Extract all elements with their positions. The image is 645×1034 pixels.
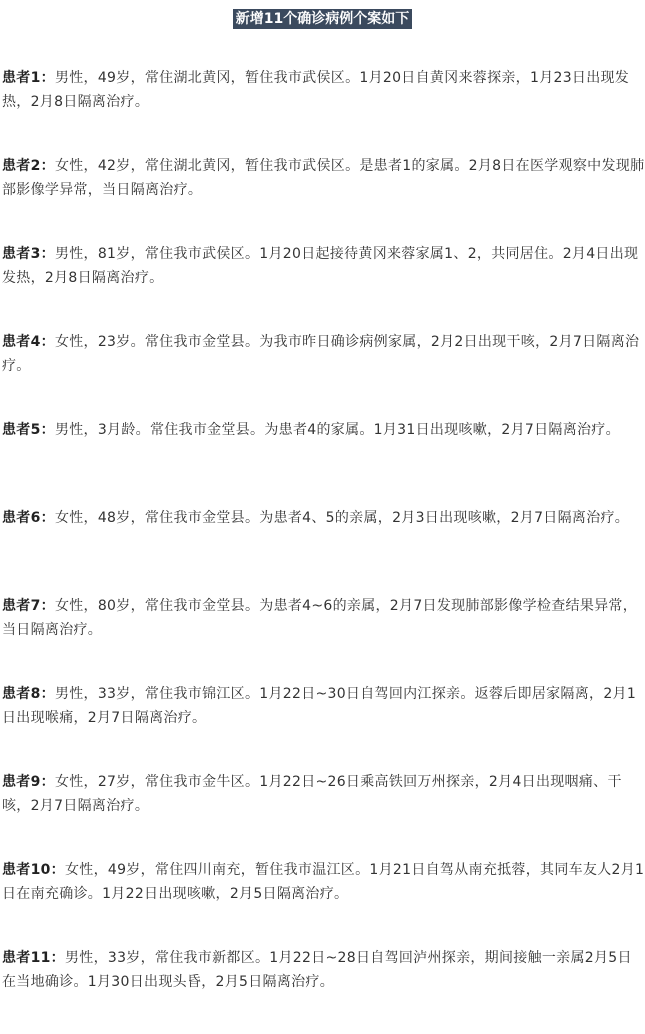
case-label: 患者9： — [2, 774, 55, 790]
case-label: 患者4： — [2, 334, 55, 350]
case-label: 患者11： — [2, 950, 65, 966]
case-label: 患者7： — [2, 598, 55, 614]
case-text: 女性，80岁，常住我市金堂县。为患者4~6的亲属，2月7日发现肺部影像学检查结果异常，当日隔离治疗。 — [2, 598, 638, 638]
case-label: 患者2： — [2, 158, 55, 174]
header — [0, 8, 645, 29]
case-item-2 — [0, 154, 645, 202]
case-label: 患者5： — [2, 422, 55, 438]
case-label: 患者6： — [2, 510, 55, 526]
page-title: 新增11个确诊病例个案如下 — [233, 9, 412, 29]
case-text: 女性，23岁。常住我市金堂县。为我市昨日确诊病例家属，2月2日出现干咳，2月7日隔离治疗。 — [2, 334, 640, 374]
case-text: 女性，27岁，常住我市金牛区。1月22日~26日乘高铁回万州探亲，2月4日出现咽痛、干咳，2月7日隔离治疗。 — [2, 774, 622, 814]
case-text: 男性，33岁，常住我市新都区。1月22日~28日自驾回泸州探亲，期间接触一亲属2月5日在当地确诊。1月30日出现头昏，2月5日隔离治疗。 — [2, 950, 632, 990]
case-label: 患者1： — [2, 70, 55, 86]
case-label: 患者3： — [2, 246, 55, 262]
case-item-3 — [0, 242, 645, 290]
case-text: 男性，3月龄。常住我市金堂县。为患者4的家属。1月31日出现咳嗽，2月7日隔离治疗。 — [54, 422, 620, 438]
case-list — [0, 66, 645, 1034]
case-text: 女性，42岁，常住湖北黄冈，暂住我市武侯区。是患者1的家属。2月8日在医学观察中发现肺部影像学异常，当日隔离治疗。 — [2, 158, 645, 198]
case-item-8 — [0, 682, 645, 730]
case-item-10 — [0, 858, 645, 906]
case-item-6 — [0, 506, 645, 554]
case-text: 男性，81岁，常住我市武侯区。1月20日起接待黄冈来蓉家属1、2，共同居住。2月4日出现发热，2月8日隔离治疗。 — [2, 246, 639, 286]
case-label: 患者10： — [2, 862, 65, 878]
case-item-11 — [0, 946, 645, 994]
case-text: 男性，33岁，常住我市锦江区。1月22日~30日自驾回内江探亲。返蓉后即居家隔离，2月1日出现喉痛，2月7日隔离治疗。 — [2, 686, 637, 726]
case-item-4 — [0, 330, 645, 378]
case-item-1 — [0, 66, 645, 114]
case-item-7 — [0, 594, 645, 642]
case-item-9 — [0, 770, 645, 818]
case-text: 女性，49岁，常住四川南充，暂住我市温江区。1月21日自驾从南充抵蓉，其同车友人2月1日在南充确诊。1月22日出现咳嗽，2月5日隔离治疗。 — [2, 862, 645, 902]
case-label: 患者8： — [2, 686, 55, 702]
case-item-5 — [0, 418, 645, 466]
case-text: 男性，49岁，常住湖北黄冈，暂住我市武侯区。1月20日自黄冈来蓉探亲，1月23日出现发热，2月8日隔离治疗。 — [2, 70, 630, 110]
case-text: 女性，48岁，常住我市金堂县。为患者4、5的亲属，2月3日出现咳嗽，2月7日隔离治疗。 — [54, 510, 630, 526]
